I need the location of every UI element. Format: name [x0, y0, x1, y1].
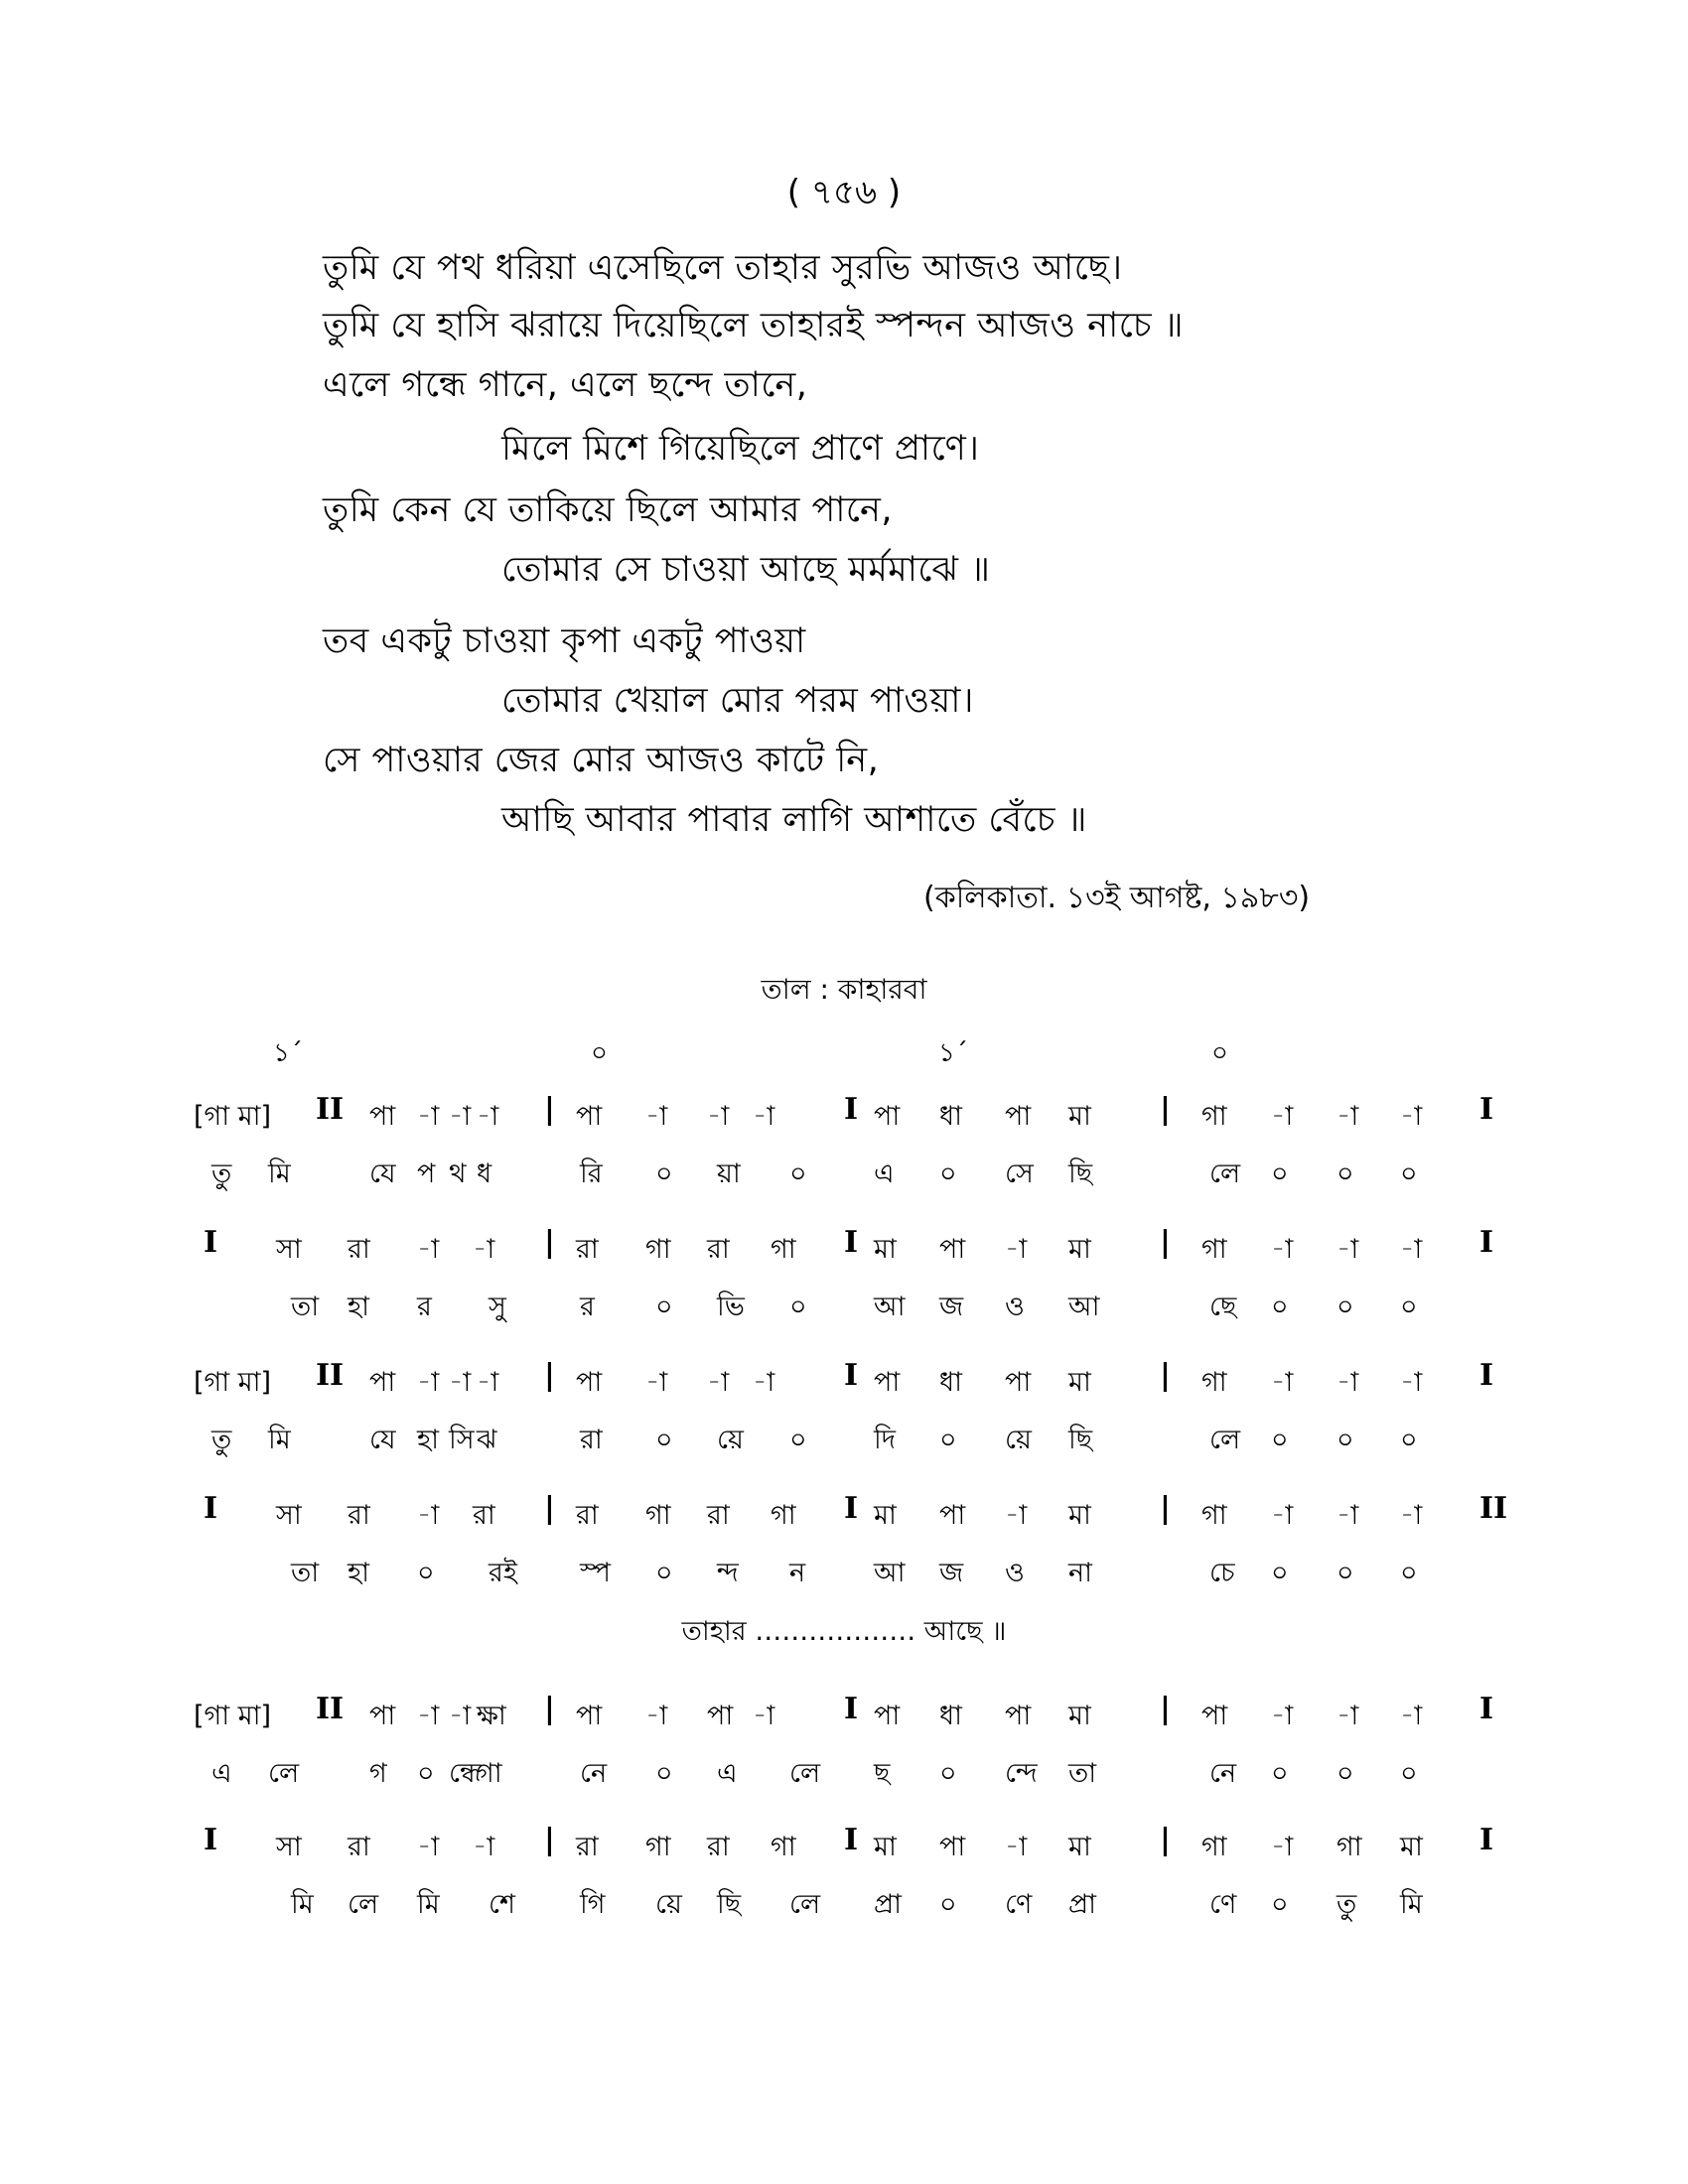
bar-line: |	[544, 1358, 555, 1393]
lyric-syllable: ঝ	[477, 1425, 497, 1455]
swara-note: পা	[874, 1701, 901, 1731]
lyric-syllable: ০	[1271, 1292, 1289, 1322]
swara-note: -া	[473, 1234, 495, 1265]
swara-note: -া	[1336, 1500, 1359, 1531]
swara-note: সা	[276, 1832, 302, 1862]
lyric-syllable: ০	[655, 1758, 673, 1789]
bar-line: II	[1479, 1491, 1508, 1526]
swara-note: সা	[276, 1500, 302, 1531]
bar-line: |	[544, 1823, 555, 1857]
lyric-syllable: সু	[489, 1292, 506, 1322]
swara-note: -া	[449, 1101, 472, 1132]
bar-line: I	[844, 1491, 859, 1526]
lyric-syllable: রই	[489, 1558, 517, 1588]
lyric-syllable: যে	[369, 1425, 396, 1455]
poem-line: সে পাওয়ার জের মোর আজও কাটে নি,	[323, 741, 880, 780]
swara-note: -া	[1271, 1234, 1294, 1265]
swara-note: -া	[1005, 1234, 1028, 1265]
swara-note: রা	[348, 1234, 370, 1265]
bar-line: I	[204, 1491, 218, 1526]
swara-note: পা	[1005, 1101, 1032, 1132]
swara-note: গা	[771, 1500, 796, 1531]
poem-line: তুমি যে পথ ধরিয়া এসেছিলে তাহার সুরভি আজও আছে।	[323, 248, 1123, 288]
lyric-syllable: লে	[268, 1758, 300, 1789]
lyric-syllable: লে	[789, 1758, 821, 1789]
lyric-syllable: ০	[1400, 1159, 1418, 1189]
lyric-syllable: আ	[874, 1558, 906, 1588]
lyric-syllable: য়া	[717, 1159, 741, 1189]
lyric-syllable: তা	[291, 1558, 320, 1588]
lyric-syllable: ০	[1400, 1558, 1418, 1588]
swara-note: গা	[1201, 1500, 1227, 1531]
swara-note: -া	[1400, 1500, 1423, 1531]
taal-heading: তাল : কাহারবা	[761, 973, 927, 1006]
swara-note: রা	[576, 1500, 599, 1531]
swara-note: -া	[1005, 1500, 1028, 1531]
lyric-syllable: তা	[291, 1292, 320, 1322]
lyric-syllable: ০	[1336, 1292, 1354, 1322]
lyric-syllable: তু	[1336, 1889, 1357, 1920]
bar-line: I	[1479, 1692, 1494, 1726]
swara-note: ধা	[939, 1101, 962, 1132]
swara-note: গা	[645, 1832, 671, 1862]
bar-line: |	[544, 1692, 555, 1726]
swara-note: ধা	[939, 1367, 962, 1398]
lyric-syllable: ০	[789, 1425, 807, 1455]
bar-line: I	[1479, 1092, 1494, 1127]
swara-note: পা	[576, 1367, 603, 1398]
lyric-syllable: হা	[348, 1292, 370, 1322]
swara-note: রা	[348, 1832, 370, 1862]
swara-note: ক্ষা	[477, 1701, 506, 1731]
swara-note: -া	[417, 1234, 440, 1265]
swara-note: -া	[1271, 1832, 1294, 1862]
bar-line: |	[1160, 1491, 1171, 1526]
place-date: (কলিকাতা. ১৩ই আগষ্ট, ১৯৮৩)	[923, 881, 1311, 915]
lyric-syllable: ০	[1336, 1425, 1354, 1455]
beat-mark: ১´	[273, 1038, 303, 1068]
swara-note: -া	[1400, 1367, 1423, 1398]
lyric-syllable: দি	[874, 1425, 896, 1455]
swara-note: -া	[1271, 1701, 1294, 1731]
swara-note: -া	[1005, 1832, 1028, 1862]
lyric-syllable: ০	[1336, 1558, 1354, 1588]
swara-note: -া	[1271, 1500, 1294, 1531]
lyric-syllable: লে	[789, 1889, 821, 1920]
lyric-syllable: ০	[417, 1558, 435, 1588]
swara-note: মা	[1400, 1832, 1423, 1862]
swara-note: -া	[1336, 1701, 1359, 1731]
poem-line: তোমার খেয়াল মোর পরম পাওয়া।	[501, 681, 974, 721]
lyric-syllable: এ	[717, 1758, 738, 1789]
lyric-syllable: সে	[1005, 1159, 1034, 1189]
bar-line: I	[844, 1358, 859, 1393]
lyric-syllable: য়ে	[717, 1425, 744, 1455]
bar-line: II	[316, 1358, 345, 1393]
poem-line: তব একটু চাওয়া কৃপা একটু পাওয়া	[323, 621, 806, 661]
swara-note: পা	[369, 1701, 396, 1731]
swara-note: -া	[417, 1832, 440, 1862]
beat-mark: ০	[1211, 1038, 1228, 1068]
swara-note: -া	[753, 1701, 775, 1731]
swara-note: পা	[939, 1234, 966, 1265]
lyric-syllable: স্প	[580, 1558, 611, 1588]
swara-note: -া	[1271, 1367, 1294, 1398]
swara-note: মা	[1068, 1500, 1091, 1531]
lyric-syllable: তা	[1068, 1758, 1097, 1789]
lyric-syllable: ন্ধে	[449, 1758, 482, 1789]
poem-line: আছি আবার পাবার লাগি আশাতে বেঁচে ॥	[501, 800, 1087, 840]
lyric-syllable: সি	[449, 1425, 475, 1455]
refrain-note: তাহার ……………… আছে ॥	[681, 1616, 1007, 1647]
lyric-syllable: ধ	[477, 1159, 492, 1189]
swara-note: রা	[576, 1234, 599, 1265]
swara-note: -া	[473, 1832, 495, 1862]
swara-note: গা	[1201, 1234, 1227, 1265]
swara-note: -া	[1336, 1101, 1359, 1132]
bar-line: |	[544, 1225, 555, 1260]
swara-note: [গা মা]	[194, 1701, 271, 1731]
swara-note: -া	[417, 1367, 440, 1398]
bar-line: |	[544, 1092, 555, 1127]
lyric-syllable: লে	[1209, 1159, 1241, 1189]
poem-line: মিলে মিশে গিয়েছিলে প্রাণে প্রাণে।	[501, 429, 980, 469]
bar-line: I	[844, 1692, 859, 1726]
lyric-syllable: রি	[580, 1159, 603, 1189]
bar-line: |	[1160, 1823, 1171, 1857]
bar-line: I	[844, 1092, 859, 1127]
swara-note: [গা মা]	[194, 1367, 271, 1398]
lyric-syllable: ন	[789, 1558, 806, 1588]
swara-note: মা	[1068, 1832, 1091, 1862]
lyric-syllable: ও	[1005, 1292, 1025, 1322]
swara-note: -া	[753, 1101, 775, 1132]
lyric-syllable: ছ	[874, 1758, 891, 1789]
swara-note: পা	[874, 1367, 901, 1398]
lyric-syllable: আ	[874, 1292, 906, 1322]
lyric-syllable: চে	[1209, 1558, 1235, 1588]
swara-note: পা	[939, 1832, 966, 1862]
lyric-syllable: ০	[789, 1159, 807, 1189]
lyric-syllable: না	[1068, 1558, 1092, 1588]
swara-note: -া	[449, 1367, 472, 1398]
swara-note: -া	[477, 1367, 499, 1398]
lyric-syllable: ০	[939, 1425, 957, 1455]
swara-note: মা	[1068, 1367, 1091, 1398]
beat-mark: ০	[591, 1038, 608, 1068]
swara-note: -া	[1336, 1234, 1359, 1265]
lyric-syllable: প	[417, 1159, 436, 1189]
swara-note: পা	[576, 1101, 603, 1132]
swara-note: গা	[645, 1500, 671, 1531]
swara-note: -া	[449, 1701, 472, 1731]
swara-note: মা	[1068, 1101, 1091, 1132]
swara-note: পা	[576, 1701, 603, 1731]
lyric-syllable: আ	[1068, 1292, 1100, 1322]
swara-note: রা	[707, 1234, 730, 1265]
lyric-syllable: গ	[369, 1758, 387, 1789]
swara-note: রা	[348, 1500, 370, 1531]
swara-note: -া	[753, 1367, 775, 1398]
lyric-syllable: ০	[1400, 1758, 1418, 1789]
swara-note: মা	[874, 1234, 897, 1265]
lyric-syllable: তু	[211, 1425, 232, 1455]
swara-note: গা	[1201, 1101, 1227, 1132]
lyric-syllable: লে	[1209, 1425, 1241, 1455]
lyric-syllable: ০	[789, 1292, 807, 1322]
lyric-syllable: ০	[939, 1889, 957, 1920]
lyric-syllable: ০	[655, 1159, 673, 1189]
swara-note: -া	[645, 1701, 668, 1731]
swara-note: গা	[771, 1832, 796, 1862]
swara-note: রা	[707, 1500, 730, 1531]
swara-note: ধা	[939, 1701, 962, 1731]
bar-line: I	[844, 1823, 859, 1857]
swara-note: -া	[1400, 1101, 1423, 1132]
lyric-syllable: নে	[1209, 1758, 1237, 1789]
lyric-syllable: মি	[268, 1159, 291, 1189]
swara-note: গা	[645, 1234, 671, 1265]
swara-note: -া	[707, 1101, 730, 1132]
lyric-syllable: ছি	[717, 1889, 742, 1920]
bar-line: I	[1479, 1823, 1494, 1857]
swara-note: মা	[1068, 1234, 1091, 1265]
lyric-syllable: প্রা	[874, 1889, 902, 1920]
swara-note: পা	[1005, 1367, 1032, 1398]
lyric-syllable: ন্দ	[717, 1558, 739, 1588]
swara-note: পা	[369, 1367, 396, 1398]
bar-line: |	[1160, 1092, 1171, 1127]
swara-note: পা	[939, 1500, 966, 1531]
lyric-syllable: ০	[1400, 1425, 1418, 1455]
lyric-syllable: ০	[417, 1758, 435, 1789]
lyric-syllable: যে	[369, 1159, 396, 1189]
poem-line: তুমি কেন যে তাকিয়ে ছিলে আমার পানে,	[323, 490, 894, 530]
lyric-syllable: প্রা	[1068, 1889, 1096, 1920]
bar-line: II	[316, 1092, 345, 1127]
lyric-syllable: রা	[580, 1425, 603, 1455]
lyric-syllable: ০	[1336, 1758, 1354, 1789]
lyric-syllable: ০	[939, 1159, 957, 1189]
swara-note: -া	[477, 1101, 499, 1132]
lyric-syllable: জ	[939, 1292, 964, 1322]
bar-line: I	[204, 1823, 218, 1857]
lyric-syllable: ও	[1005, 1558, 1025, 1588]
lyric-syllable: মি	[291, 1889, 314, 1920]
swara-note: গা	[771, 1234, 796, 1265]
lyric-syllable: থ	[449, 1159, 467, 1189]
swara-note: -া	[645, 1367, 668, 1398]
swara-note: পা	[1201, 1701, 1228, 1731]
swara-note: পা	[369, 1101, 396, 1132]
lyric-syllable: য়ে	[1005, 1425, 1032, 1455]
swara-note: -া	[1400, 1701, 1423, 1731]
lyric-syllable: ০	[1271, 1159, 1289, 1189]
lyric-syllable: তু	[211, 1159, 232, 1189]
lyric-syllable: য়ে	[655, 1889, 682, 1920]
lyric-syllable: এ	[211, 1758, 232, 1789]
swara-note: -া	[707, 1367, 730, 1398]
swara-note: রা	[576, 1832, 599, 1862]
bar-line: |	[544, 1491, 555, 1526]
bar-line: I	[1479, 1358, 1494, 1393]
lyric-syllable: মি	[268, 1425, 291, 1455]
lyric-syllable: ০	[1271, 1889, 1289, 1920]
lyric-syllable: মি	[417, 1889, 440, 1920]
swara-note: পা	[874, 1101, 901, 1132]
bar-line: |	[1160, 1692, 1171, 1726]
swara-note: -া	[1400, 1234, 1423, 1265]
lyric-syllable: ০	[655, 1292, 673, 1322]
swara-note: -া	[417, 1701, 440, 1731]
swara-note: মা	[874, 1832, 897, 1862]
lyric-syllable: ০	[655, 1558, 673, 1588]
swara-note: -া	[645, 1101, 668, 1132]
lyric-syllable: গি	[580, 1889, 606, 1920]
lyric-syllable: লে	[348, 1889, 379, 1920]
swara-note: -া	[417, 1500, 440, 1531]
bar-line: I	[204, 1225, 218, 1260]
lyric-syllable: হা	[417, 1425, 440, 1455]
lyric-syllable: ০	[1336, 1159, 1354, 1189]
swara-note: গা	[1201, 1832, 1227, 1862]
swara-note: রা	[473, 1500, 495, 1531]
lyric-syllable: ০	[1271, 1558, 1289, 1588]
lyric-syllable: ণে	[1005, 1889, 1033, 1920]
lyric-syllable: ০	[1271, 1425, 1289, 1455]
lyric-syllable: ছে	[1209, 1292, 1237, 1322]
poem-line: তুমি যে হাসি ঝরায়ে দিয়েছিলে তাহারই স্পন্দন আজও নাচে ॥	[323, 306, 1185, 345]
swara-note: -া	[1271, 1101, 1294, 1132]
lyric-syllable: ছি	[1068, 1159, 1093, 1189]
swara-note: -া	[417, 1101, 440, 1132]
bar-line: |	[1160, 1358, 1171, 1393]
bar-line: I	[844, 1225, 859, 1260]
swara-note: গা	[1201, 1367, 1227, 1398]
swara-note: মা	[1068, 1701, 1091, 1731]
swara-note: পা	[707, 1701, 734, 1731]
lyric-syllable: ণে	[1209, 1889, 1237, 1920]
poem-line: তোমার সে চাওয়া আছে মর্মমাঝে ॥	[501, 550, 991, 590]
lyric-syllable: ০	[655, 1425, 673, 1455]
lyric-syllable: ০	[939, 1758, 957, 1789]
page-number: ( ৭৫৬ )	[786, 173, 902, 212]
swara-note: গা	[1336, 1832, 1362, 1862]
lyric-syllable: ছি	[1068, 1425, 1093, 1455]
bar-line: I	[1479, 1225, 1494, 1260]
lyric-syllable: ন্দে	[1005, 1758, 1038, 1789]
lyric-syllable: র	[580, 1292, 595, 1322]
beat-mark: ১´	[938, 1038, 968, 1068]
lyric-syllable: জ	[939, 1558, 964, 1588]
lyric-syllable: মি	[1400, 1889, 1423, 1920]
lyric-syllable: ভি	[717, 1292, 745, 1322]
swara-note: মা	[874, 1500, 897, 1531]
bar-line: |	[1160, 1225, 1171, 1260]
swara-note: [গা মা]	[194, 1101, 271, 1132]
lyric-syllable: ০	[1400, 1292, 1418, 1322]
swara-note: সা	[276, 1234, 302, 1265]
lyric-syllable: নে	[580, 1758, 608, 1789]
swara-note: -া	[1336, 1367, 1359, 1398]
lyric-syllable: এ	[874, 1159, 895, 1189]
lyric-syllable: গা	[477, 1758, 502, 1789]
lyric-syllable: ০	[1271, 1758, 1289, 1789]
swara-note: পা	[1005, 1701, 1032, 1731]
swara-note: রা	[707, 1832, 730, 1862]
poem-line: এলে গন্ধে গানে, এলে ছন্দে তানে,	[323, 365, 808, 405]
lyric-syllable: শে	[489, 1889, 515, 1920]
bar-line: II	[316, 1692, 345, 1726]
lyric-syllable: র	[417, 1292, 432, 1322]
lyric-syllable: হা	[348, 1558, 370, 1588]
